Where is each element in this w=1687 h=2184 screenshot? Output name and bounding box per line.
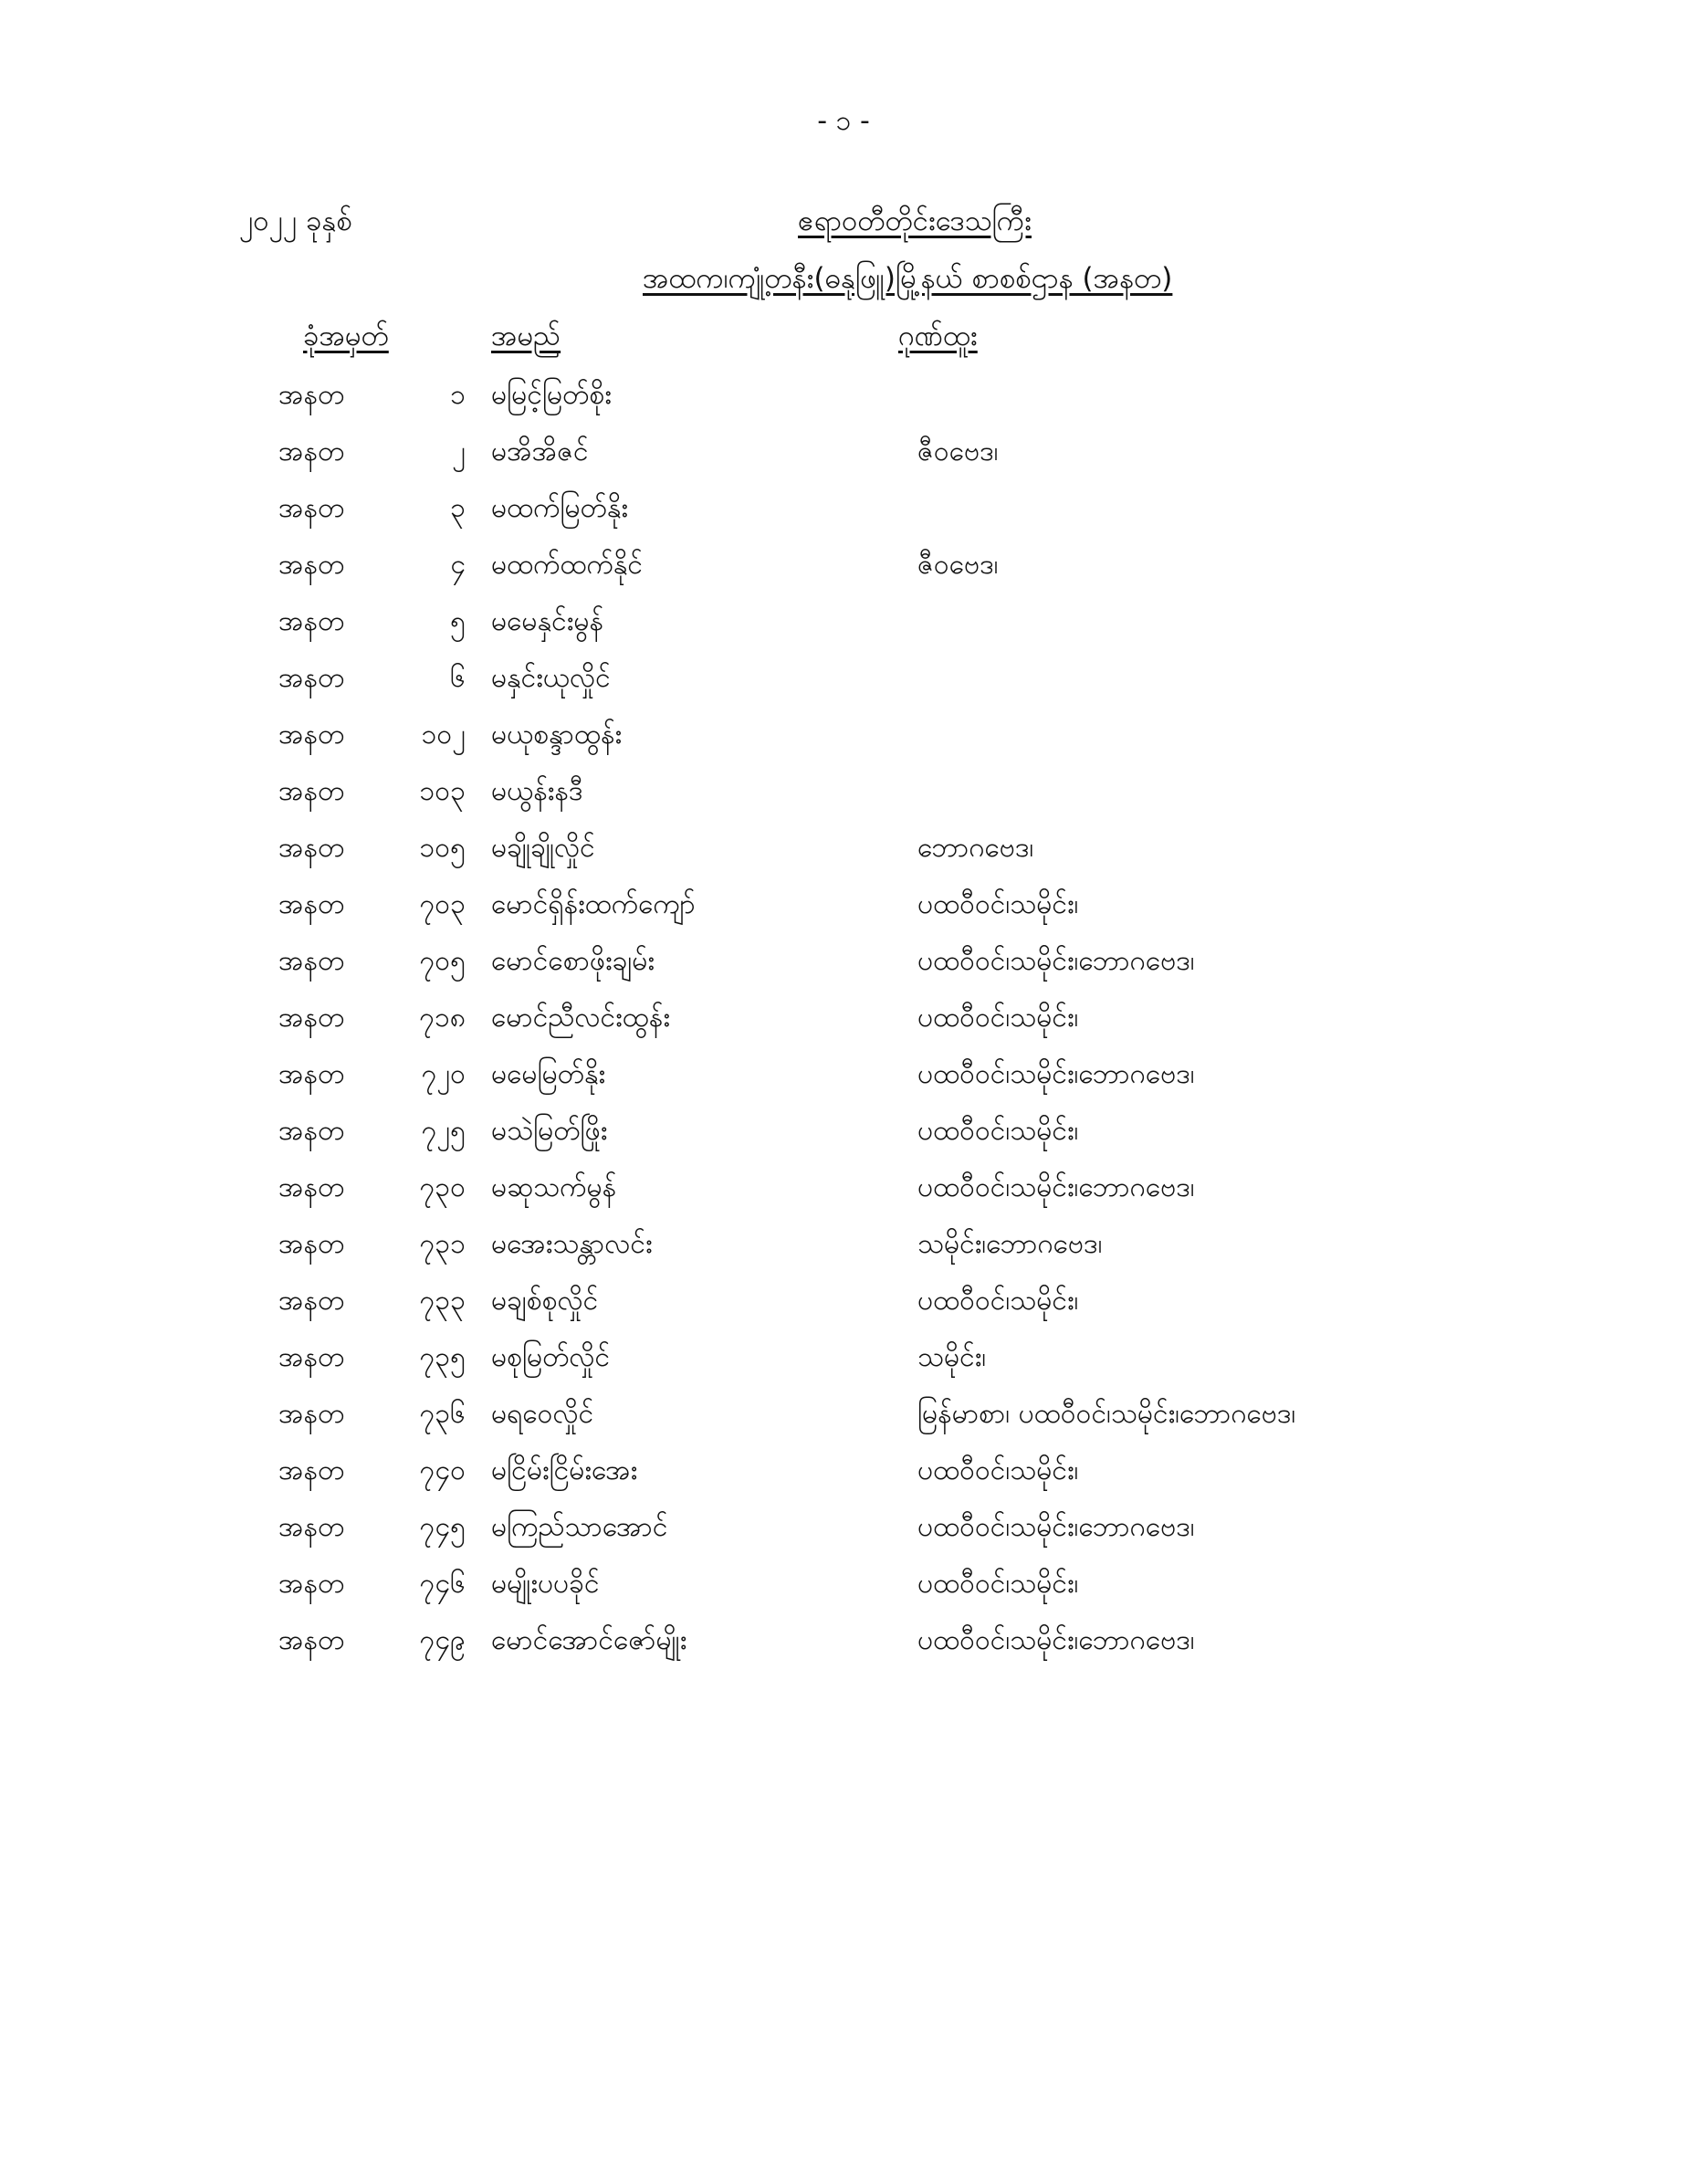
distinction-subjects: ဘောဂဗေဒ၊: [917, 832, 1034, 864]
list-item: [0, 656, 1687, 712]
student-name: မယုစန္ဒာထွန်း: [491, 719, 623, 751]
distinction-subjects: ပထဝီဝင်၊သမိုင်း၊: [917, 1002, 1079, 1034]
list-item: [0, 373, 1687, 429]
distinction-subjects: ပထဝီဝင်၊သမိုင်း၊ဘောဂဗေဒ၊: [917, 1511, 1195, 1543]
distinction-subjects: ပထဝီဝင်၊သမိုင်း၊: [917, 1285, 1079, 1317]
roll-number: ၂: [452, 436, 466, 467]
roll-number: ၅: [450, 605, 466, 637]
distinction-subjects: ပထဝီဝင်၊သမိုင်း၊ဘောဂဗေဒ၊: [917, 1058, 1195, 1090]
roll-prefix: အနတ: [278, 1058, 345, 1090]
student-name: မောင်ညီလင်းထွန်း: [491, 1002, 670, 1034]
roll-prefix: အနတ: [278, 1624, 345, 1656]
student-name: မမျိုးပပခိုင်: [491, 1568, 600, 1600]
exam-year: ၂၀၂၂ ခုနှစ်: [239, 205, 352, 237]
list-item: [0, 769, 1687, 825]
student-name: မမေနှင်းမွန်: [491, 605, 603, 637]
student-name: မအိအိဇင်: [491, 436, 589, 467]
roll-number: ၇၂၀: [421, 1058, 466, 1090]
student-name: မောင်စောဖိုးချမ်း: [491, 945, 655, 977]
list-item: [0, 1561, 1687, 1618]
roll-prefix: အနတ: [278, 1002, 345, 1034]
student-name: မချစ်စုလှိုင်: [491, 1285, 599, 1317]
roll-prefix: အနတ: [278, 945, 345, 977]
list-item: [0, 542, 1687, 599]
roll-number: ၇၄၆: [419, 1568, 466, 1600]
student-name: မငြိမ်းငြိမ်းအေး: [491, 1454, 638, 1486]
roll-prefix: အနတ: [278, 775, 345, 807]
roll-prefix: အနတ: [278, 605, 345, 637]
student-name: မယွန်းနဒီ: [491, 775, 583, 807]
distinction-subjects: မြန်မာစာ၊ ပထဝီဝင်၊သမိုင်း၊ဘောဂဗေဒ၊: [917, 1398, 1296, 1430]
distinction-subjects: ဇီဝဗေဒ၊: [917, 436, 999, 467]
roll-prefix: အနတ: [278, 1285, 345, 1317]
student-name: မသဲမြတ်ဖြိုး: [491, 1115, 608, 1147]
list-item: [0, 882, 1687, 939]
roll-number: ၁၀၂: [421, 719, 466, 751]
list-item: [0, 1278, 1687, 1335]
list-item: [0, 1448, 1687, 1505]
distinction-subjects: သမိုင်း၊ဘောဂဗေဒ၊: [917, 1228, 1103, 1260]
list-item: [0, 1165, 1687, 1222]
roll-prefix: အနတ: [278, 1341, 345, 1373]
list-item: [0, 1108, 1687, 1165]
results-list: [0, 373, 1687, 1675]
exam-center-title: အထက၊ကျုံ့တနီး(ဓနုဖြူ)မြို့နယ် စာစစ်ဌာန (အနတ): [643, 262, 1173, 295]
list-item: [0, 1222, 1687, 1278]
student-name: မမြင့်မြတ်စိုး: [491, 379, 612, 411]
student-name: မအေးသန္တာလင်း: [491, 1228, 653, 1260]
roll-prefix: အနတ: [278, 1511, 345, 1543]
roll-prefix: အနတ: [278, 1568, 345, 1600]
roll-prefix: အနတ: [278, 662, 345, 694]
roll-number: ၇၄၀: [419, 1454, 466, 1486]
student-name: မမေမြတ်နိုး: [491, 1058, 606, 1090]
list-item: [0, 429, 1687, 486]
roll-number: ၁: [450, 379, 466, 411]
roll-number: ၇၃၃: [419, 1285, 466, 1317]
student-name: မောင်ရှိန်းထက်ကျော်: [491, 888, 696, 920]
roll-prefix: အနတ: [278, 1115, 345, 1147]
list-item: [0, 939, 1687, 995]
roll-number: ၇၀၅: [419, 945, 466, 977]
roll-prefix: အနတ: [278, 1398, 345, 1430]
roll-number: ၆: [450, 662, 466, 694]
roll-prefix: အနတ: [278, 549, 345, 581]
distinction-subjects: ပထဝီဝင်၊သမိုင်း၊ဘောဂဗေဒ၊: [917, 945, 1195, 977]
roll-prefix: အနတ: [278, 436, 345, 467]
list-item: [0, 1335, 1687, 1391]
roll-number: ၇၃၅: [419, 1341, 466, 1373]
distinction-subjects: ဇီဝဗေဒ၊: [917, 549, 999, 581]
roll-number: ၇၃၀: [419, 1171, 466, 1203]
list-item: [0, 1052, 1687, 1108]
roll-number: ၇၄၅: [419, 1511, 466, 1543]
region-title: ဧရာဝတီတိုင်းဒေသကြီး: [798, 205, 1032, 237]
roll-number: ၇၂၅: [421, 1115, 466, 1147]
column-header-distinction: ဂုဏ်ထူး: [898, 320, 978, 352]
student-name: မချိုချိုလှိုင်: [491, 832, 595, 864]
roll-number: ၇၃၆: [419, 1398, 466, 1430]
student-name: မထက်မြတ်နိုး: [491, 492, 628, 524]
distinction-subjects: ပထဝီဝင်၊သမိုင်း၊ဘောဂဗေဒ၊: [917, 1171, 1195, 1203]
distinction-subjects: ပထဝီဝင်၊သမိုင်း၊ဘောဂဗေဒ၊: [917, 1624, 1195, 1656]
roll-number: ၇၁၈: [419, 1002, 466, 1034]
student-name: မောင်အောင်ဇော်မျိုး: [491, 1624, 687, 1656]
roll-prefix: အနတ: [278, 379, 345, 411]
student-name: မရဝေလှိုင်: [491, 1398, 594, 1430]
distinction-subjects: ပထဝီဝင်၊သမိုင်း၊: [917, 1454, 1079, 1486]
student-name: မဆုသက်မွန်: [491, 1171, 617, 1203]
roll-number: ၇၀၃: [419, 888, 466, 920]
roll-number: ၇၄၉: [419, 1624, 466, 1656]
roll-prefix: အနတ: [278, 1454, 345, 1486]
list-item: [0, 599, 1687, 656]
list-item: [0, 1391, 1687, 1448]
roll-prefix: အနတ: [278, 719, 345, 751]
page-number: - ၁ -: [817, 105, 870, 137]
list-item: [0, 995, 1687, 1052]
distinction-subjects: သမိုင်း၊: [917, 1341, 987, 1373]
list-item: [0, 1618, 1687, 1675]
list-item: [0, 712, 1687, 769]
roll-number: ၄: [450, 549, 466, 581]
distinction-subjects: ပထဝီဝင်၊သမိုင်း၊: [917, 1568, 1079, 1600]
roll-prefix: အနတ: [278, 1171, 345, 1203]
roll-number: ၁၀၃: [419, 775, 466, 807]
distinction-subjects: ပထဝီဝင်၊သမိုင်း၊: [917, 888, 1079, 920]
roll-prefix: အနတ: [278, 832, 345, 864]
roll-prefix: အနတ: [278, 888, 345, 920]
roll-prefix: အနတ: [278, 1228, 345, 1260]
roll-number: ၁၀၅: [419, 832, 466, 864]
list-item: [0, 825, 1687, 882]
column-header-name: အမည်: [491, 320, 561, 352]
list-item: [0, 1505, 1687, 1561]
student-name: မနှင်းယုလှိုင်: [491, 662, 611, 694]
distinction-subjects: ပထဝီဝင်၊သမိုင်း၊: [917, 1115, 1079, 1147]
student-name: မထက်ထက်နိုင်: [491, 549, 643, 581]
roll-number: ၇၃၁: [419, 1228, 466, 1260]
student-name: မကြည်သာအောင်: [491, 1511, 668, 1543]
column-header-roll-no: ခုံအမှတ်: [303, 320, 389, 352]
list-item: [0, 486, 1687, 542]
roll-number: ၃: [450, 492, 466, 524]
student-name: မစုမြတ်လှိုင်: [491, 1341, 611, 1373]
roll-prefix: အနတ: [278, 492, 345, 524]
